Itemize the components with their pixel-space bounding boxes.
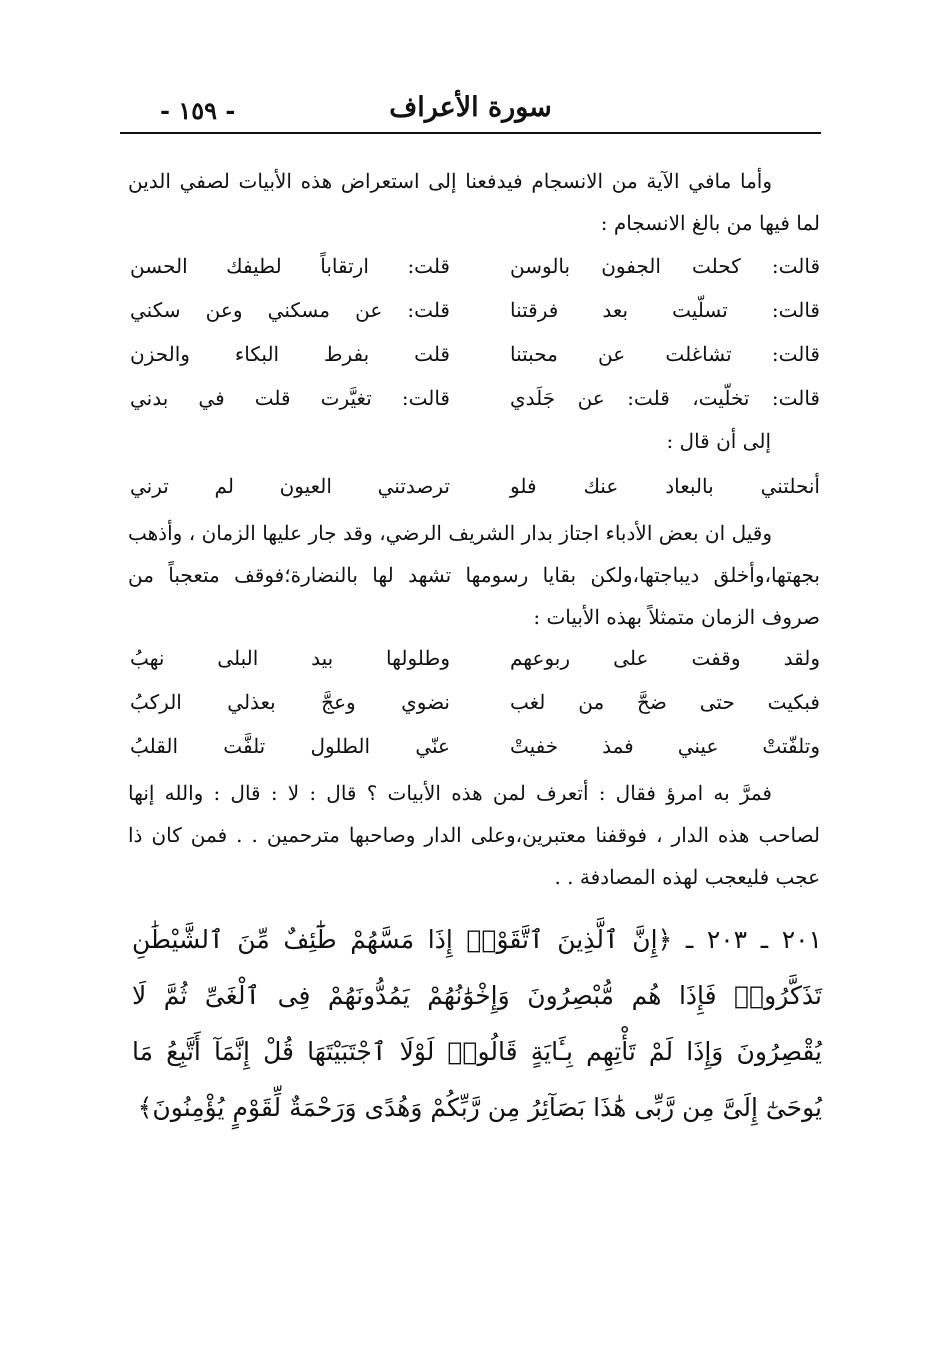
surah-title: سورة الأعراف [389,92,552,123]
verse-second-hemistich: قالت: تغيَّرت قلت في بدني [130,386,450,410]
poem1-verse-1 [130,248,820,294]
verse-first-hemistich: قالت: تخلّيت، قلت: عن جَلَدي [510,386,820,410]
verse-second-hemistich: قلت بفرط البكاء والحزن [130,342,450,366]
poem2-verse-3 [130,728,820,774]
quran-verses-201-203: ٢٠١ ـ ٢٠٣ ـ ﴿إِنَّ ٱلَّذِينَ ٱتَّقَوْا۟ إِذَا مَسَّهُمْ طَٰٓئِفٌ مِّنَ ٱلشَّيْطَٰنِ تَذَكَّرُوا۟ فَإِذَا هُم مُّبْصِرُونَ وَإِخْوَٰنُهُمْ يَمُدُّونَهُمْ فِى ٱلْغَىِّ ثُمَّ لَا يُقْصِرُونَ وَإِذَا لَمْ تَأْتِهِم بِـَٔايَةٍ قَالُوا۟ لَوْلَا ٱجْتَبَيْتَهَا قُلْ إِنَّمَآ أَتَّبِعُ مَا يُوحَىٰٓ إِلَىَّ مِن رَّبِّى هَٰذَا بَصَآئِرُ مِن رَّبِّكُمْ وَهُدًى وَرَحْمَةٌ لِّقَوْمٍ يُؤْمِنُونَ﴾ [132,925,822,1122]
transition-line: إلى أن قال : [666,429,771,453]
poem2-verse-2 [130,684,820,730]
closing-paragraph: فمرَّ به امرؤ فقال : أتعرف لمن هذه الأبيات ؟ قال : لا : قال : والله إنها لصاحب هذه الدار ، فوقفنا معتبرين،وعلى الدار وصاحبها مترحمين . . فمن كان ذا عجب فليعجب لهذه المصادفة . . [128,781,820,889]
page-number: - ١٥٩ - [160,96,236,125]
page-header [120,82,821,134]
verse-second-hemistich: نضوي وعجَّ بعذلي الركبُ [130,690,450,714]
narrative-paragraph: وقيل ان بعض الأدباء اجتاز بدار الشريف الرضي، وقد جار عليها الزمان ، وأذهب بجهتها،وأخلق ديباجتها،ولكن بقايا رسومها تشهد لها بالنضارة؛فوقف متعجباً من صروف الزمان متمثلاً بهذه الأبيات : [128,521,820,629]
poem1-verse-3 [130,336,820,382]
verse-second-hemistich: قلت: عن مسكني وعن سكني [130,298,450,322]
verse-first-hemistich: أنحلتني بالبعاد عنك فلو [510,474,820,498]
verse-first-hemistich: قالت: تشاغلت عن محبتنا [510,342,820,366]
verse-second-hemistich: عنّي الطلول تلفَّت القلبُ [130,734,450,758]
intro-paragraph: وأما مافي الآية من الانسجام فيدفعنا إلى استعراض هذه الأبيات لصفي الدين لما فيها من بالغ الانسجام : [128,169,820,235]
verse-first-hemistich: قالت: كحلت الجفون بالوسن [510,254,820,278]
verse-second-hemistich: وطلولها بيد البلى نهبُ [130,646,450,670]
verse-first-hemistich: ولقد وقفت على ربوعهم [510,646,820,670]
header-divider [120,132,821,134]
poem2-verse-1 [130,640,820,686]
verse-first-hemistich: قالت: تسلّيت بعد فرقتنا [510,298,820,322]
verse-first-hemistich: فبكيت حتى ضحَّ من لغب [510,690,820,714]
verse-first-hemistich: وتلفّتتْ عيني فمذ خفيتْ [510,734,820,758]
verse-second-hemistich: ترصدتني العيون لم ترني [130,474,450,498]
poem1-final-verse [130,468,820,514]
verse-second-hemistich: قلت: ارتقاباً لطيفك الحسن [130,254,450,278]
poem1-verse-2 [130,292,820,338]
